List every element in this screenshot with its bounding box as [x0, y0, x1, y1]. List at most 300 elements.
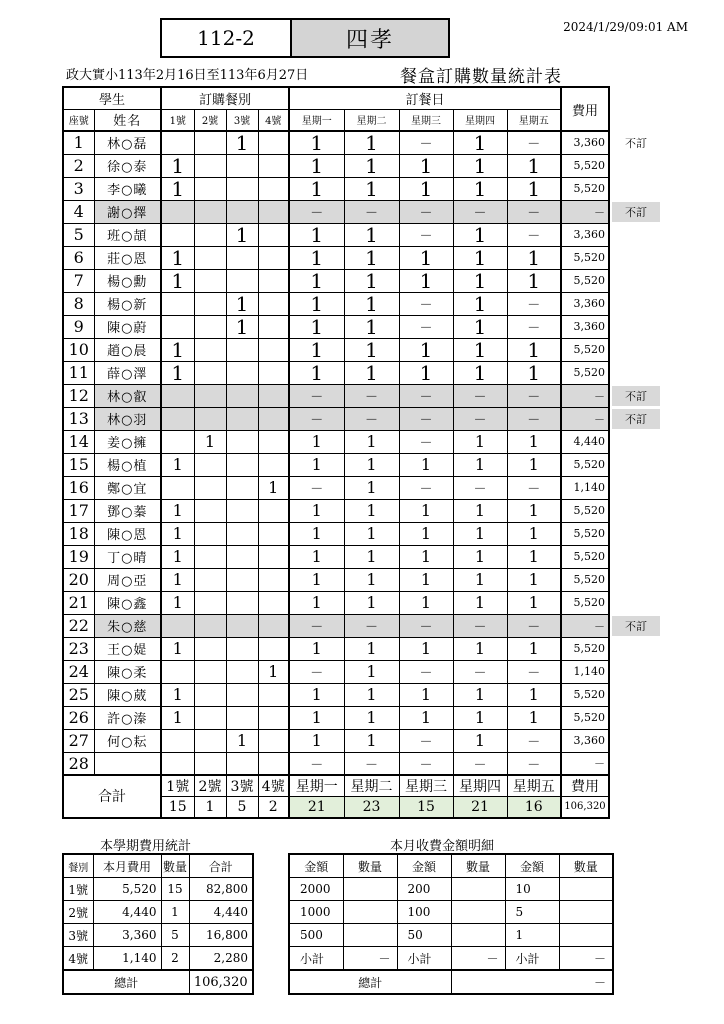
totals-label: 合計 — [63, 775, 161, 818]
semester-sum: 4,440 — [189, 901, 253, 924]
day-cell: － — [289, 200, 344, 223]
receipt-qty — [451, 924, 505, 947]
meal-header-4: 4號 — [258, 109, 289, 131]
semester-meal: 4號 — [63, 947, 93, 971]
meal-cell — [161, 223, 194, 246]
meal-cell: 1 — [258, 476, 289, 499]
receipt-qty — [559, 878, 613, 901]
opt-out-note: 不訂 — [612, 616, 660, 636]
day-cell: 1 — [289, 499, 344, 522]
receipts-h-amount-3: 金額 — [505, 854, 559, 878]
day-cell: 1 — [399, 683, 453, 706]
seat-cell: 23 — [63, 637, 94, 660]
day-cell: 1 — [453, 706, 507, 729]
meal-cell — [258, 384, 289, 407]
meal-cell — [258, 177, 289, 200]
day-cell: 1 — [344, 131, 399, 154]
totals-meal-header-1: 1號 — [161, 775, 194, 797]
day-cell: － — [453, 476, 507, 499]
meal-cell — [161, 384, 194, 407]
meal-group-header: 訂購餐別 — [161, 87, 289, 109]
semester-h-sum: 合計 — [189, 854, 253, 878]
fee-cell: － — [561, 407, 609, 430]
fee-cell: 5,520 — [561, 545, 609, 568]
seat-cell: 9 — [63, 315, 94, 338]
day-cell: － — [453, 200, 507, 223]
seat-cell: 15 — [63, 453, 94, 476]
meal-cell — [194, 568, 226, 591]
receipts-h-amount-2: 金額 — [397, 854, 451, 878]
meal-cell — [194, 131, 226, 154]
meal-cell: 1 — [161, 246, 194, 269]
receipts-table — [288, 853, 614, 995]
name-cell: 徐○泰 — [94, 154, 161, 177]
day-cell: 1 — [344, 499, 399, 522]
meal-cell — [258, 752, 289, 775]
meal-cell — [258, 499, 289, 522]
meal-cell — [258, 200, 289, 223]
name-cell: 王○媞 — [94, 637, 161, 660]
fee-cell: 5,520 — [561, 361, 609, 384]
day-cell: 1 — [399, 706, 453, 729]
day-cell: 1 — [289, 338, 344, 361]
student-row — [63, 476, 609, 499]
class-code: 112-2 — [162, 20, 292, 56]
meal-cell — [161, 729, 194, 752]
semester-qty: 5 — [161, 924, 189, 947]
fee-cell: 5,520 — [561, 522, 609, 545]
day-cell: － — [399, 614, 453, 637]
day-cell: 1 — [399, 154, 453, 177]
receipts-row — [289, 901, 613, 924]
totals-day-header-thu: 星期四 — [453, 775, 507, 797]
day-cell: － — [289, 384, 344, 407]
meal-cell — [194, 614, 226, 637]
day-cell: － — [507, 660, 561, 683]
receipt-amount: 2000 — [289, 878, 343, 901]
receipts-row — [289, 878, 613, 901]
day-cell: 1 — [399, 246, 453, 269]
student-row — [63, 660, 609, 683]
class-name: 四孝 — [292, 20, 448, 56]
student-row — [63, 706, 609, 729]
meal-cell — [226, 200, 258, 223]
meal-cell — [161, 614, 194, 637]
meal-cell: 1 — [161, 453, 194, 476]
meal-cell — [258, 269, 289, 292]
meal-cell — [194, 154, 226, 177]
meal-cell — [194, 545, 226, 568]
day-cell: 1 — [344, 637, 399, 660]
day-cell: 1 — [344, 476, 399, 499]
meal-cell — [258, 407, 289, 430]
fee-cell: 5,520 — [561, 177, 609, 200]
receipts-h-qty-2: 數量 — [451, 854, 505, 878]
receipt-amount: 小計 — [505, 947, 559, 971]
total-day-wed: 15 — [399, 797, 453, 818]
day-cell: 1 — [453, 729, 507, 752]
day-header-wed: 星期三 — [399, 109, 453, 131]
opt-out-note: 不訂 — [612, 202, 660, 222]
seat-cell: 2 — [63, 154, 94, 177]
meal-cell — [258, 361, 289, 384]
meal-cell — [226, 683, 258, 706]
day-cell: 1 — [453, 131, 507, 154]
fee-cell: 5,520 — [561, 591, 609, 614]
meal-cell: 1 — [161, 637, 194, 660]
meal-cell — [194, 223, 226, 246]
day-cell: 1 — [453, 568, 507, 591]
fee-cell: 5,520 — [561, 637, 609, 660]
meal-header-3: 3號 — [226, 109, 258, 131]
seat-cell: 8 — [63, 292, 94, 315]
receipt-amount: 100 — [397, 901, 451, 924]
meal-cell — [226, 361, 258, 384]
day-cell: 1 — [289, 430, 344, 453]
day-cell: 1 — [289, 522, 344, 545]
meal-cell — [194, 453, 226, 476]
name-cell: 鄧○蓁 — [94, 499, 161, 522]
seat-cell: 7 — [63, 269, 94, 292]
day-cell: 1 — [453, 338, 507, 361]
seat-cell: 17 — [63, 499, 94, 522]
day-cell: － — [507, 407, 561, 430]
meal-cell — [226, 545, 258, 568]
name-cell: 莊○恩 — [94, 246, 161, 269]
meal-cell: 1 — [226, 131, 258, 154]
fee-cell: 5,520 — [561, 269, 609, 292]
semester-total-label: 總計 — [63, 970, 189, 994]
meal-cell — [226, 568, 258, 591]
semester-header-row — [63, 854, 253, 878]
day-cell: － — [399, 729, 453, 752]
seat-cell: 22 — [63, 614, 94, 637]
day-cell: － — [453, 407, 507, 430]
name-cell: 趙○晨 — [94, 338, 161, 361]
seat-cell: 1 — [63, 131, 94, 154]
day-cell: 1 — [289, 246, 344, 269]
meal-cell — [161, 476, 194, 499]
name-cell: 楊○勳 — [94, 269, 161, 292]
meal-cell — [226, 752, 258, 775]
semester-h-fee: 本月費用 — [93, 854, 161, 878]
opt-out-note: 不訂 — [612, 409, 660, 429]
meal-cell — [226, 614, 258, 637]
meal-cell — [258, 292, 289, 315]
header-row-2 — [63, 109, 609, 131]
meal-cell — [194, 315, 226, 338]
totals-fee-header: 費用 — [561, 775, 609, 797]
student-row — [63, 131, 609, 154]
seat-cell: 27 — [63, 729, 94, 752]
fee-cell: 1,140 — [561, 660, 609, 683]
day-cell: 1 — [289, 683, 344, 706]
seat-cell: 28 — [63, 752, 94, 775]
date-period: 政大實小113年2月16日至113年6月27日 — [66, 68, 309, 83]
name-cell: 陳○鑫 — [94, 591, 161, 614]
day-cell: 1 — [344, 660, 399, 683]
day-cell: 1 — [453, 223, 507, 246]
meal-cell: 1 — [194, 430, 226, 453]
day-cell: 1 — [289, 453, 344, 476]
receipt-qty — [451, 878, 505, 901]
student-row — [63, 729, 609, 752]
seat-cell: 26 — [63, 706, 94, 729]
day-cell: 1 — [344, 453, 399, 476]
meal-cell — [194, 361, 226, 384]
day-cell: － — [399, 384, 453, 407]
total-meal-4: 2 — [258, 797, 289, 818]
name-cell — [94, 752, 161, 775]
student-row — [63, 154, 609, 177]
seat-cell: 13 — [63, 407, 94, 430]
day-cell: 1 — [344, 683, 399, 706]
fee-cell: 3,360 — [561, 315, 609, 338]
student-row — [63, 338, 609, 361]
day-cell: 1 — [344, 522, 399, 545]
day-cell: － — [289, 476, 344, 499]
meal-cell — [194, 338, 226, 361]
meal-cell — [194, 729, 226, 752]
meal-cell — [226, 591, 258, 614]
receipts-h-qty-1: 數量 — [343, 854, 397, 878]
receipt-amount: 5 — [505, 901, 559, 924]
day-cell: － — [453, 752, 507, 775]
day-cell: － — [344, 407, 399, 430]
day-cell: 1 — [453, 361, 507, 384]
day-cell: 1 — [289, 706, 344, 729]
student-row — [63, 223, 609, 246]
day-cell: 1 — [453, 683, 507, 706]
student-row — [63, 384, 609, 407]
day-cell: 1 — [289, 269, 344, 292]
name-cell: 班○頡 — [94, 223, 161, 246]
day-cell: 1 — [289, 315, 344, 338]
day-cell: 1 — [289, 361, 344, 384]
seat-cell: 16 — [63, 476, 94, 499]
day-cell: 1 — [399, 338, 453, 361]
semester-row — [63, 947, 253, 971]
name-header: 姓名 — [94, 109, 161, 131]
day-cell: 1 — [507, 637, 561, 660]
day-cell: 1 — [289, 131, 344, 154]
meal-cell — [226, 476, 258, 499]
name-cell: 楊○新 — [94, 292, 161, 315]
meal-cell — [161, 660, 194, 683]
day-cell: 1 — [453, 246, 507, 269]
meal-cell — [258, 522, 289, 545]
totals-day-header-tue: 星期二 — [344, 775, 399, 797]
seat-cell: 10 — [63, 338, 94, 361]
receipt-amount: 1000 — [289, 901, 343, 924]
name-cell: 許○溱 — [94, 706, 161, 729]
day-cell: 1 — [399, 545, 453, 568]
meal-cell — [226, 269, 258, 292]
meal-cell — [226, 522, 258, 545]
meal-cell — [194, 292, 226, 315]
report-title: 餐盒訂購數量統計表 — [400, 67, 562, 87]
semester-h-meal: 餐別 — [63, 854, 93, 878]
receipt-qty: － — [343, 947, 397, 971]
meal-cell — [258, 453, 289, 476]
student-row — [63, 568, 609, 591]
day-cell: － — [399, 292, 453, 315]
header-row-1 — [63, 87, 609, 109]
day-cell: － — [507, 292, 561, 315]
seat-cell: 20 — [63, 568, 94, 591]
total-day-tue: 23 — [344, 797, 399, 818]
totals-meal-header-4: 4號 — [258, 775, 289, 797]
fee-cell: 3,360 — [561, 223, 609, 246]
day-cell: 1 — [344, 706, 399, 729]
fee-cell: 4,440 — [561, 430, 609, 453]
name-cell: 丁○晴 — [94, 545, 161, 568]
name-cell: 陳○葳 — [94, 683, 161, 706]
opt-out-note: 不訂 — [625, 137, 647, 150]
meal-cell — [258, 637, 289, 660]
day-header-mon: 星期一 — [289, 109, 344, 131]
name-cell: 林○叡 — [94, 384, 161, 407]
meal-cell — [194, 177, 226, 200]
day-cell: 1 — [344, 545, 399, 568]
name-cell: 鄭○宜 — [94, 476, 161, 499]
name-cell: 周○亞 — [94, 568, 161, 591]
student-row — [63, 614, 609, 637]
meal-cell — [161, 292, 194, 315]
student-row — [63, 591, 609, 614]
meal-cell — [194, 407, 226, 430]
semester-title: 本學期費用統計 — [100, 839, 192, 854]
day-cell: － — [399, 200, 453, 223]
day-cell: － — [344, 614, 399, 637]
student-row — [63, 315, 609, 338]
day-cell: － — [289, 407, 344, 430]
day-cell: 1 — [507, 430, 561, 453]
meal-cell: 1 — [161, 706, 194, 729]
receipt-qty — [559, 924, 613, 947]
day-cell: － — [453, 614, 507, 637]
receipt-amount: 10 — [505, 878, 559, 901]
receipt-amount: 小計 — [289, 947, 343, 971]
meal-cell: 1 — [226, 292, 258, 315]
day-header-fri: 星期五 — [507, 109, 561, 131]
meal-cell — [258, 154, 289, 177]
meal-cell: 1 — [226, 223, 258, 246]
opt-out-note: 不訂 — [612, 386, 660, 406]
student-group-header: 學生 — [63, 87, 161, 109]
meal-cell — [258, 683, 289, 706]
meal-cell — [194, 591, 226, 614]
student-row — [63, 269, 609, 292]
totals-row-1 — [63, 775, 609, 797]
meal-cell: 1 — [161, 591, 194, 614]
meal-cell: 1 — [161, 522, 194, 545]
name-cell: 陳○蔚 — [94, 315, 161, 338]
day-cell: 1 — [453, 545, 507, 568]
meal-cell: 1 — [161, 269, 194, 292]
day-cell: 1 — [289, 729, 344, 752]
day-cell: 1 — [507, 568, 561, 591]
meal-cell — [258, 430, 289, 453]
totals-day-header-fri: 星期五 — [507, 775, 561, 797]
day-cell: 1 — [453, 315, 507, 338]
meal-cell — [258, 591, 289, 614]
day-cell: － — [399, 407, 453, 430]
meal-cell — [194, 269, 226, 292]
meal-cell — [258, 338, 289, 361]
meal-cell: 1 — [226, 315, 258, 338]
day-cell: 1 — [344, 177, 399, 200]
meal-cell — [194, 706, 226, 729]
day-cell: 1 — [507, 453, 561, 476]
days-group-header: 訂餐日 — [289, 87, 561, 109]
student-row — [63, 499, 609, 522]
semester-meal: 3號 — [63, 924, 93, 947]
receipt-qty — [343, 878, 397, 901]
day-cell: － — [344, 200, 399, 223]
meal-cell — [226, 246, 258, 269]
day-cell: 1 — [399, 269, 453, 292]
fee-header: 費用 — [561, 87, 609, 131]
day-cell: 1 — [453, 177, 507, 200]
meal-cell: 1 — [161, 154, 194, 177]
meal-cell: 1 — [161, 338, 194, 361]
semester-total-row — [63, 970, 253, 994]
day-cell: － — [344, 384, 399, 407]
day-cell: － — [507, 614, 561, 637]
day-cell: － — [507, 384, 561, 407]
day-cell: 1 — [453, 154, 507, 177]
semester-qty: 1 — [161, 901, 189, 924]
day-cell: 1 — [453, 522, 507, 545]
meal-cell: 1 — [161, 361, 194, 384]
meal-cell — [226, 384, 258, 407]
meal-cell — [258, 614, 289, 637]
day-cell: － — [507, 315, 561, 338]
day-cell: 1 — [344, 246, 399, 269]
total-day-thu: 21 — [453, 797, 507, 818]
meal-cell — [226, 706, 258, 729]
print-timestamp: 2024/1/29/09:01 AM — [563, 20, 688, 34]
day-cell: 1 — [453, 430, 507, 453]
student-row — [63, 522, 609, 545]
student-row — [63, 545, 609, 568]
fee-cell: 5,520 — [561, 568, 609, 591]
meal-cell — [258, 568, 289, 591]
meal-cell: 1 — [161, 568, 194, 591]
receipts-header-row — [289, 854, 613, 878]
day-cell: － — [344, 752, 399, 775]
meal-cell: 1 — [258, 660, 289, 683]
day-cell: 1 — [344, 223, 399, 246]
total-fee: 106,320 — [561, 797, 609, 818]
meal-cell — [161, 315, 194, 338]
day-cell: 1 — [399, 522, 453, 545]
meal-cell — [194, 660, 226, 683]
day-cell: 1 — [507, 545, 561, 568]
day-cell: 1 — [289, 177, 344, 200]
meal-cell — [194, 522, 226, 545]
fee-cell: － — [561, 384, 609, 407]
semester-meal: 1號 — [63, 878, 93, 901]
day-cell: 1 — [289, 223, 344, 246]
receipt-amount: 200 — [397, 878, 451, 901]
receipts-h-qty-3: 數量 — [559, 854, 613, 878]
meal-cell — [161, 430, 194, 453]
fee-cell: － — [561, 614, 609, 637]
semester-row — [63, 901, 253, 924]
meal-cell — [226, 499, 258, 522]
